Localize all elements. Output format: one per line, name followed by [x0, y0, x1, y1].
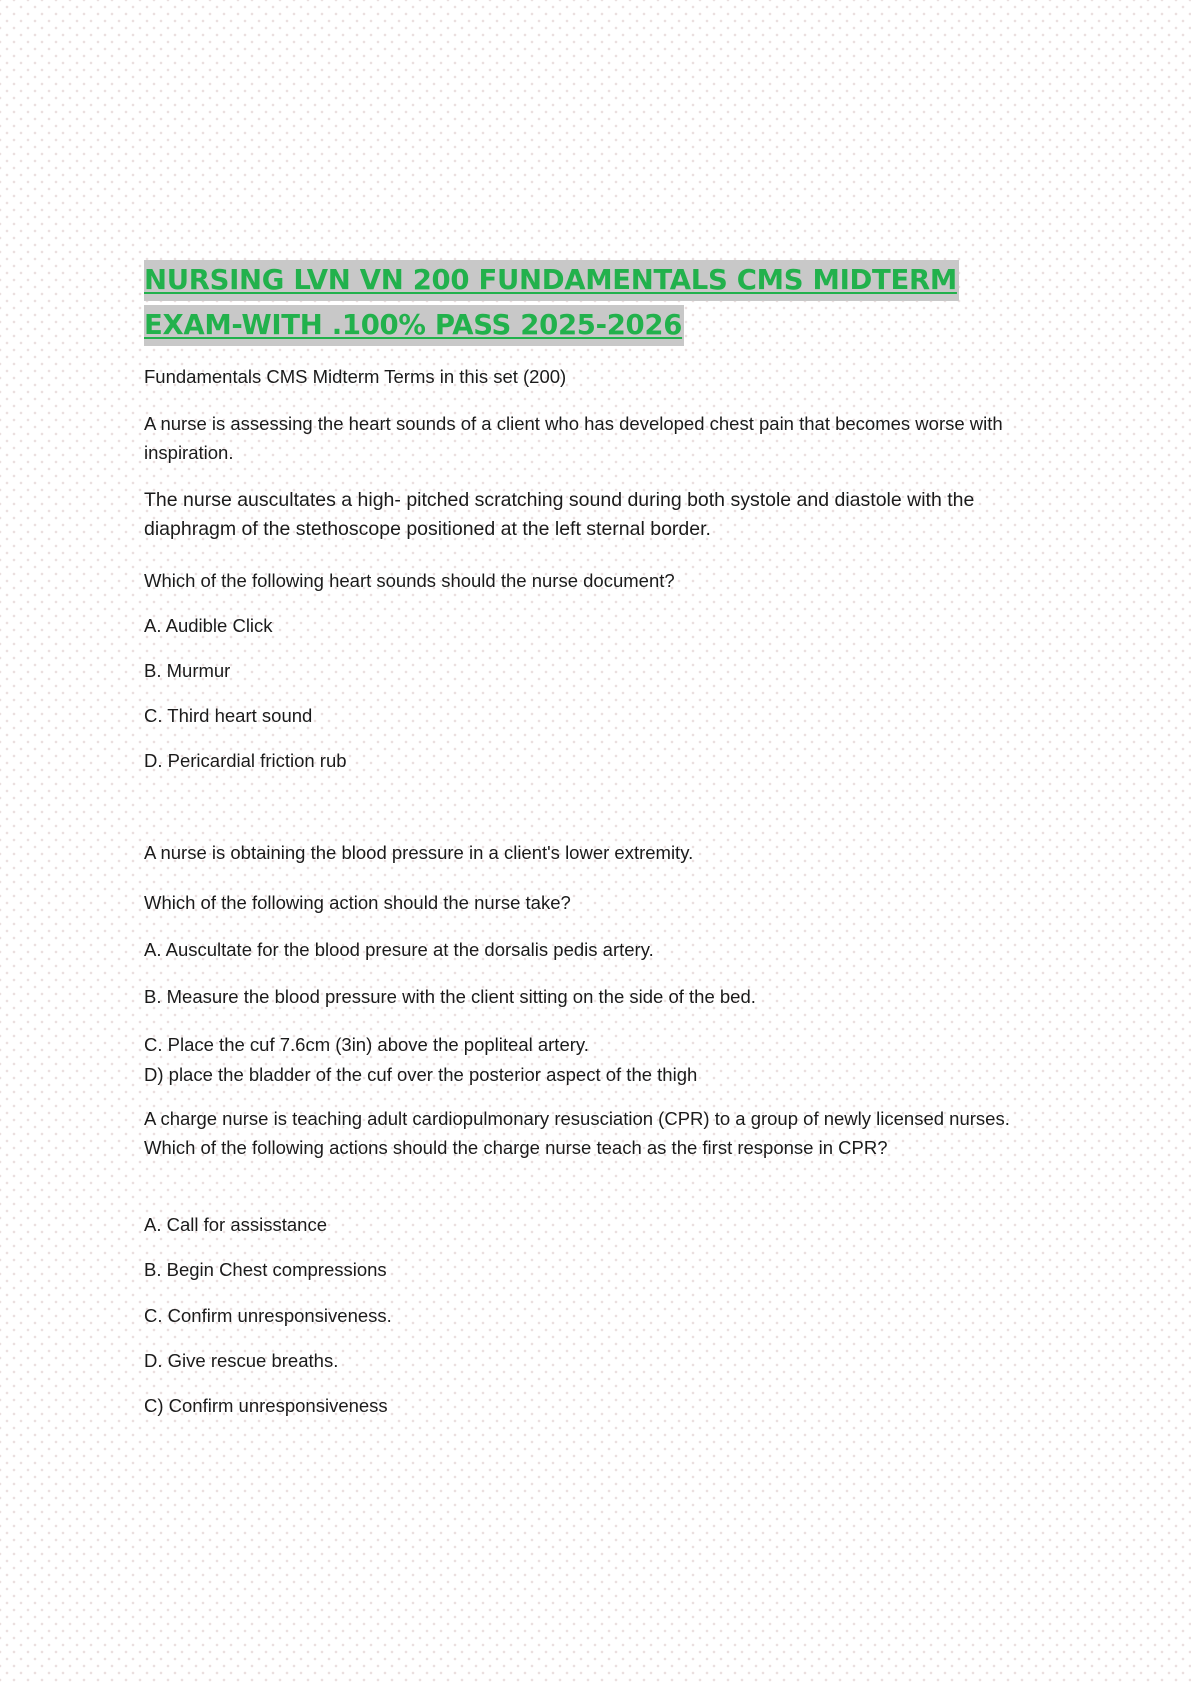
q1-option-a: A. Audible Click: [144, 615, 273, 636]
q2-prompt: Which of the following action should the nurse take?: [144, 892, 571, 913]
q2-option-c: C. Place the cuf 7.6cm (3in) above the popliteal artery.: [144, 1034, 589, 1055]
q1-stem-2: The nurse auscultates a high- pitched scratching sound during both systole and diastole with the diaphragm of the stethoscope positioned at the left sternal border.: [144, 489, 975, 540]
title-line-2: EXAM-WITH .100% PASS 2025-2026: [144, 305, 684, 346]
q3-option-d: D. Give rescue breaths.: [144, 1350, 339, 1371]
q2-answer: D) place the bladder of the cuf over the posterior aspect of the thigh: [144, 1064, 698, 1085]
q3-option-c: C. Confirm unresponsiveness.: [144, 1305, 392, 1326]
q2-stem: A nurse is obtaining the blood pressure in a client's lower extremity.: [144, 842, 694, 863]
q3-stem: A charge nurse is teaching adult cardiopulmonary resusciation (CPR) to a group of newly licensed nurses. Which of the following actions should the charge nurse teach as the first response in CPR?: [144, 1108, 1010, 1158]
q3-answer: C) Confirm unresponsiveness: [144, 1395, 388, 1416]
q2-option-a: A. Auscultate for the blood presure at the dorsalis pedis artery.: [144, 939, 654, 960]
q3-option-a: A. Call for assisstance: [144, 1214, 328, 1235]
q3-option-b: B. Begin Chest compressions: [144, 1259, 387, 1280]
q1-option-d: D. Pericardial friction rub: [144, 750, 347, 771]
title-line-1: NURSING LVN VN 200 FUNDAMENTALS CMS MIDTERM: [144, 260, 959, 301]
q1-option-c: C. Third heart sound: [144, 705, 313, 726]
q1-option-b: B. Murmur: [144, 660, 231, 681]
q2-option-b: B. Measure the blood pressure with the client sitting on the side of the bed.: [144, 986, 756, 1007]
document-title: [144, 258, 974, 348]
q1-stem-1: A nurse is assessing the heart sounds of a client who has developed chest pain that becomes worse with inspiration.: [144, 413, 1003, 463]
subtitle: Fundamentals CMS Midterm Terms in this set (200): [144, 366, 567, 387]
q1-prompt: Which of the following heart sounds should the nurse document?: [144, 570, 675, 591]
